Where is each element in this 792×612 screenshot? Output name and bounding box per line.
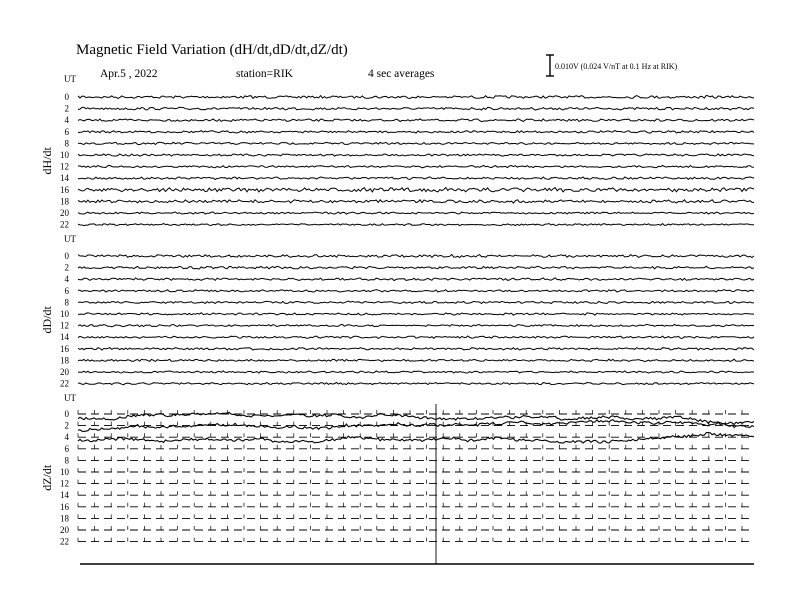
hour-trace (78, 119, 754, 122)
hour-tick-label: 16 (60, 343, 69, 354)
panel-ylabel: dH/dt (40, 147, 54, 175)
hour-tick-label: 0 (64, 92, 69, 102)
hour-tick-label: 14 (60, 490, 69, 501)
panel-ylabel: dZ/dt (40, 464, 54, 491)
hour-tick-label: 6 (64, 443, 69, 454)
hour-tick-label: 8 (64, 138, 69, 149)
panel-ylabel: dD/dt (40, 306, 54, 334)
hour-trace (78, 266, 754, 269)
hour-tick-label: 4 (64, 432, 69, 443)
hour-tick-label: 16 (60, 184, 69, 195)
ut-label: UT (64, 74, 76, 84)
hour-trace (78, 107, 754, 110)
hour-tick-label: 4 (64, 115, 69, 126)
hour-tick-label: 12 (60, 478, 69, 489)
hour-tick-label: 10 (60, 309, 69, 319)
panel-dZ-dt (40, 393, 754, 547)
hour-trace (78, 336, 754, 338)
hour-tick-label: 16 (60, 501, 69, 512)
hour-tick-label: 18 (60, 355, 69, 366)
hour-trace (78, 131, 754, 134)
hour-tick-label: 10 (60, 150, 69, 160)
panel-dH-dt (40, 74, 754, 230)
hour-tick-label: 2 (64, 103, 69, 114)
hour-tick-label: 12 (60, 161, 69, 172)
hour-trace (78, 188, 754, 192)
hour-tick-label: 20 (60, 525, 69, 535)
hour-tick-label: 14 (60, 173, 69, 184)
hour-trace (78, 142, 754, 144)
hour-tick-label: 14 (60, 332, 69, 343)
hour-tick-label: 22 (60, 536, 69, 547)
hour-tick-label: 22 (60, 219, 69, 230)
hour-trace (78, 359, 754, 361)
hour-trace (78, 200, 754, 203)
hour-trace (78, 348, 754, 351)
hour-trace (78, 255, 754, 258)
ut-label: UT (64, 234, 76, 244)
hour-trace (78, 290, 754, 292)
hour-tick-label: 0 (64, 409, 69, 419)
hour-tick-label: 20 (60, 367, 69, 377)
hour-tick-label: 4 (64, 274, 69, 285)
hour-tick-label: 8 (64, 297, 69, 308)
hour-tick-label: 20 (60, 208, 69, 218)
chart-date: Apr.5 , 2022 (100, 68, 158, 80)
hour-trace (78, 212, 754, 214)
active-trace (78, 432, 754, 443)
hour-trace (78, 278, 754, 281)
panels (40, 74, 754, 547)
hour-tick-label: 2 (64, 420, 69, 431)
averaging-label: 4 sec averages (368, 68, 435, 80)
hour-tick-label: 18 (60, 196, 69, 207)
hour-trace (78, 165, 754, 167)
hour-trace (78, 95, 754, 98)
hour-tick-label: 6 (64, 126, 69, 137)
hour-tick-label: 2 (64, 262, 69, 273)
chart-title: Magnetic Field Variation (dH/dt,dD/dt,dZ/dt) (76, 42, 348, 58)
hour-tick-label: 0 (64, 251, 69, 261)
hour-trace (78, 324, 754, 326)
hour-trace (78, 177, 754, 180)
hour-trace (78, 371, 754, 373)
scale-bar (546, 55, 678, 76)
hour-trace (78, 154, 754, 156)
hour-trace (78, 383, 754, 385)
hour-tick-label: 12 (60, 320, 69, 331)
panel-dD-dt (40, 234, 754, 389)
hour-tick-label: 8 (64, 455, 69, 466)
hour-trace (78, 313, 754, 315)
hour-trace (78, 301, 754, 303)
hour-tick-label: 18 (60, 513, 69, 524)
scale-bar-label: 0.010V (0.024 V/nT at 0.1 Hz at RIK) (555, 62, 678, 71)
hour-tick-label: 6 (64, 285, 69, 296)
hour-trace (78, 224, 754, 226)
hour-tick-label: 22 (60, 378, 69, 389)
ut-label: UT (64, 393, 76, 403)
station-label: station=RIK (236, 68, 293, 80)
hour-tick-label: 10 (60, 467, 69, 477)
